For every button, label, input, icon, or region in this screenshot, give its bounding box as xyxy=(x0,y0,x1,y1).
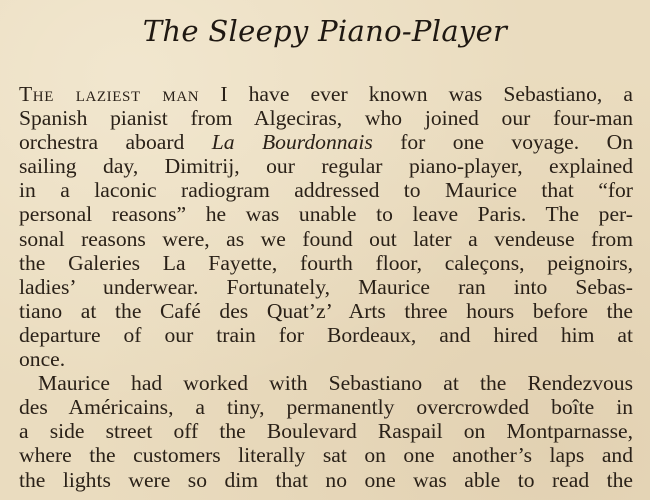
text-line: sailing day, Dimitrij, our regular piano-player, explained xyxy=(19,154,633,179)
text-line: personal reasons” he was unable to leave Paris. The per- xyxy=(19,202,633,227)
text-line: in a laconic radiogram addressed to Maurice that “for xyxy=(19,178,633,203)
text-line-paragraph-start: Maurice had worked with Sebastiano at the Rendezvous xyxy=(38,371,633,396)
text-line: departure of our train for Bordeaux, and hired him at xyxy=(19,322,633,347)
chapter-body xyxy=(19,82,633,492)
text-line: orchestra aboard La Bourdonnais for one voyage. On xyxy=(19,130,633,155)
text-line: the lights were so dim that no one was able to read the xyxy=(19,467,633,492)
text-line: The laziest man I have ever known was Sebastiano, a xyxy=(19,82,633,106)
ship-name: La Bourdonnais xyxy=(211,130,373,155)
lead-in-smallcaps: The laziest man xyxy=(19,82,200,106)
text-line: where the customers literally sat on one another’s laps and xyxy=(19,443,633,468)
text-line: the Galeries La Fayette, fourth floor, caleçons, peignoirs, xyxy=(19,250,633,275)
text-line: ladies’ underwear. Fortunately, Maurice ran into Sebas- xyxy=(19,274,633,299)
text-line: tiano at the Café des Quat’z’ Arts three hours before the xyxy=(19,298,633,323)
text-line: sonal reasons were, as we found out later a vendeuse from xyxy=(19,226,633,251)
text-line: once. xyxy=(19,347,66,372)
text-line: des Américains, a tiny, permanently overcrowded boîte in xyxy=(19,395,633,420)
text-line: a side street off the Boulevard Raspail on Montparnasse, xyxy=(19,419,633,444)
text-line: Spanish pianist from Algeciras, who joined our four-man xyxy=(19,106,633,131)
chapter-title: The Sleepy Piano-Player xyxy=(142,14,508,48)
